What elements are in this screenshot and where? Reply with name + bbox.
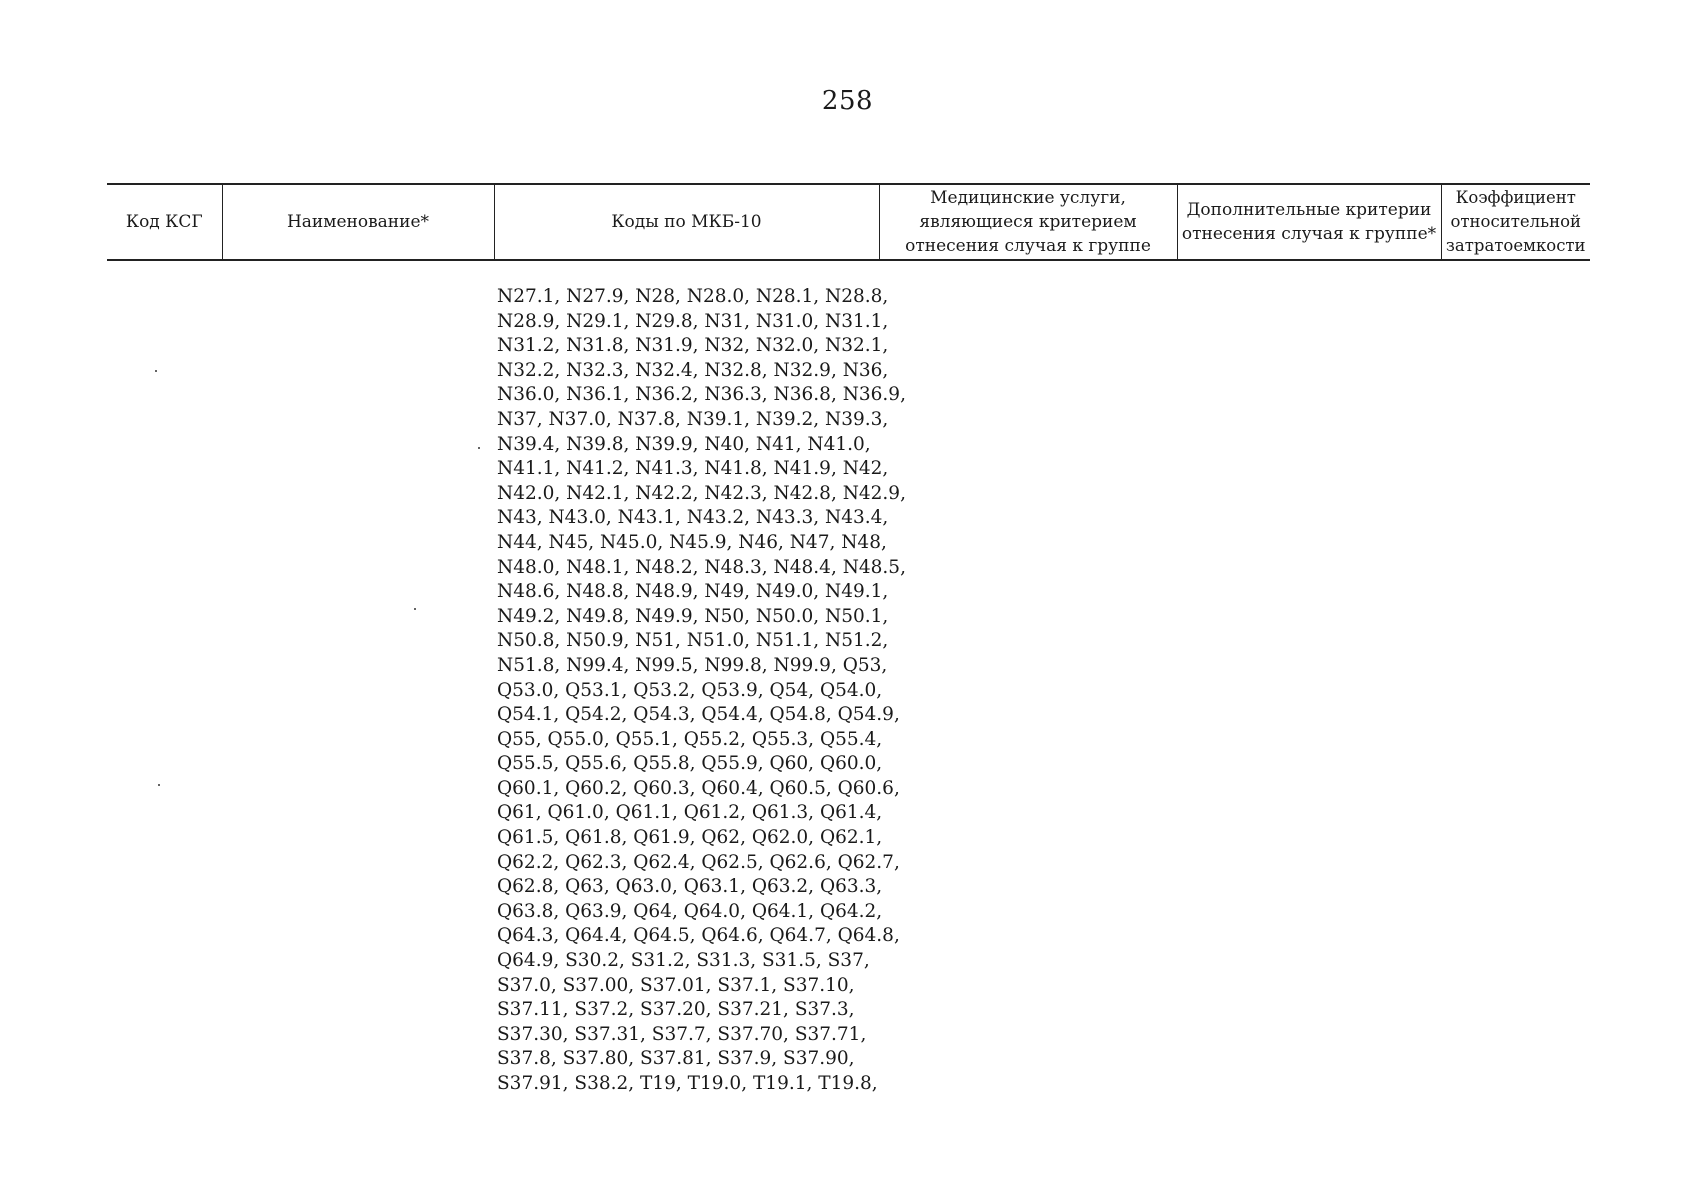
header-cost-coefficient: Коэффициент относительной затратоемкости	[1441, 184, 1590, 260]
scan-speck	[478, 447, 480, 449]
icd10-code-line: Q64.3, Q64.4, Q64.5, Q64.6, Q64.7, Q64.8,	[497, 925, 900, 947]
icd10-code-line: N43, N43.0, N43.1, N43.2, N43.3, N43.4,	[497, 507, 889, 529]
ksg-table-header	[107, 183, 1590, 261]
icd10-code-line: S37.30, S37.31, S37.7, S37.70, S37.71,	[497, 1023, 867, 1045]
icd10-code-line: Q61.5, Q61.8, Q61.9, Q62, Q62.0, Q62.1,	[497, 827, 883, 849]
scan-speck	[414, 608, 416, 610]
icd10-code-line: N44, N45, N45.0, N45.9, N46, N47, N48,	[497, 531, 887, 553]
header-icd10-codes: Коды по МКБ-10	[494, 184, 879, 260]
icd10-code-line: Q55.5, Q55.6, Q55.8, Q55.9, Q60, Q60.0,	[497, 753, 883, 775]
icd10-code-line: N48.6, N48.8, N48.9, N49, N49.0, N49.1,	[497, 581, 889, 603]
icd10-code-line: Q53.0, Q53.1, Q53.2, Q53.9, Q54, Q54.0,	[497, 679, 883, 701]
icd10-code-line: Q62.8, Q63, Q63.0, Q63.1, Q63.2, Q63.3,	[497, 876, 883, 898]
icd10-code-line: N32.2, N32.3, N32.4, N32.8, N32.9, N36,	[497, 359, 889, 381]
icd10-code-line: N48.0, N48.1, N48.2, N48.3, N48.4, N48.5,	[497, 556, 906, 578]
icd10-code-line: N27.1, N27.9, N28, N28.0, N28.1, N28.8,	[497, 286, 889, 307]
icd10-code-line: S37.11, S37.2, S37.20, S37.21, S37.3,	[497, 999, 855, 1021]
header-medical-services: Медицинские услуги, являющиеся критерием отнесения случая к группе	[879, 184, 1177, 260]
icd10-code-line: Q61, Q61.0, Q61.1, Q61.2, Q61.3, Q61.4,	[497, 802, 883, 824]
icd10-code-line: N41.1, N41.2, N41.3, N41.8, N41.9, N42,	[497, 458, 889, 480]
table-header-row	[107, 184, 1590, 260]
icd10-code-line: N31.2, N31.8, N31.9, N32, N32.0, N32.1,	[497, 335, 889, 357]
icd10-code-line: N39.4, N39.8, N39.9, N40, N41, N41.0,	[497, 433, 871, 455]
icd10-code-line: Q63.8, Q63.9, Q64, Q64.0, Q64.1, Q64.2,	[497, 900, 883, 922]
icd10-code-line: Q55, Q55.0, Q55.1, Q55.2, Q55.3, Q55.4,	[497, 728, 883, 750]
icd10-code-line: Q64.9, S30.2, S31.2, S31.3, S31.5, S37,	[497, 950, 870, 972]
icd10-code-line: N51.8, N99.4, N99.5, N99.8, N99.9, Q53,	[497, 654, 888, 676]
icd10-code-line: S37.8, S37.80, S37.81, S37.9, S37.90,	[497, 1048, 855, 1070]
icd10-code-line: N42.0, N42.1, N42.2, N42.3, N42.8, N42.9,	[497, 482, 906, 504]
icd10-code-line: N37, N37.0, N37.8, N39.1, N39.2, N39.3,	[497, 408, 889, 430]
icd10-code-line: N28.9, N29.1, N29.8, N31, N31.0, N31.1,	[497, 310, 889, 332]
scan-speck	[155, 370, 157, 372]
scan-speck	[158, 784, 160, 786]
icd10-codes-cell	[497, 285, 906, 1097]
icd10-code-line: N36.0, N36.1, N36.2, N36.3, N36.8, N36.9,	[497, 384, 906, 406]
icd10-code-line: N50.8, N50.9, N51, N51.0, N51.1, N51.2,	[497, 630, 889, 652]
header-name: Наименование*	[222, 184, 494, 260]
icd10-code-line: N49.2, N49.8, N49.9, N50, N50.0, N50.1,	[497, 605, 889, 627]
icd10-code-line: Q62.2, Q62.3, Q62.4, Q62.5, Q62.6, Q62.7,	[497, 851, 900, 873]
icd10-code-line: S37.91, S38.2, T19, T19.0, T19.1, T19.8,	[497, 1073, 878, 1094]
header-ksg-code: Код КСГ	[107, 184, 222, 260]
icd10-code-line: S37.0, S37.00, S37.01, S37.1, S37.10,	[497, 974, 855, 996]
icd10-code-line: Q54.1, Q54.2, Q54.3, Q54.4, Q54.8, Q54.9,	[497, 704, 900, 726]
page-number: 258	[821, 86, 874, 116]
icd10-code-line: Q60.1, Q60.2, Q60.3, Q60.4, Q60.5, Q60.6,	[497, 777, 900, 799]
header-additional-criteria: Дополнительные критерии отнесения случая к группе*	[1177, 184, 1441, 260]
